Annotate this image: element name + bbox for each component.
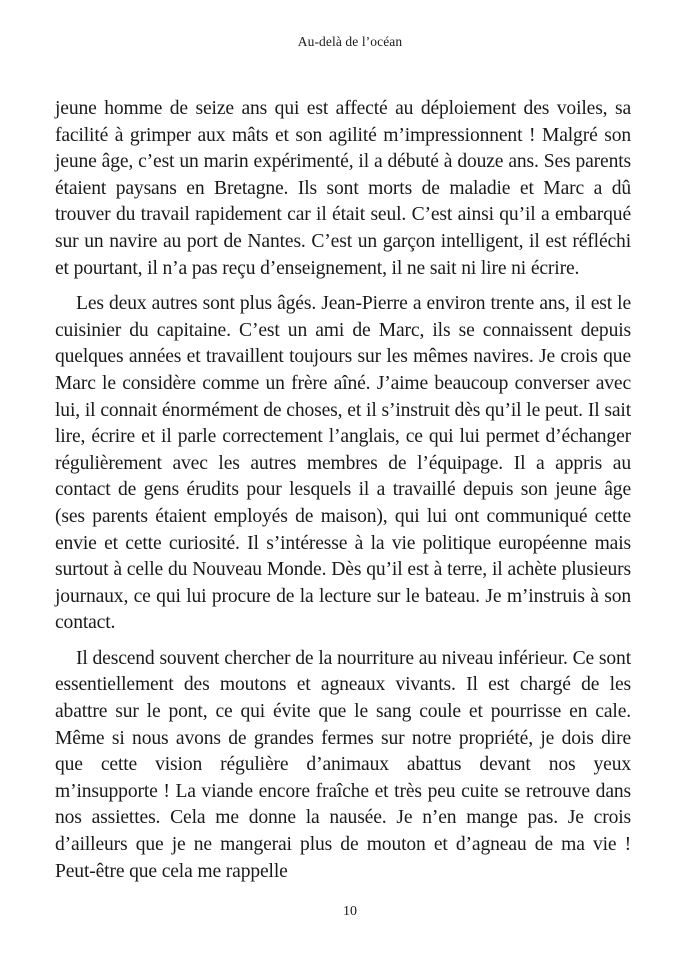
page-number: 10 [343, 904, 357, 919]
body-text [55, 96, 631, 894]
paragraph-1: jeune homme de seize ans qui est affecté au déploiement des voiles, sa facilité à grimper aux mâts et son agilité m’impressionnent ! Malgré son jeune âge, c’est un marin expérimenté, il a débuté à douze ans. Ses parents étaient paysans en Bretagne. Ils sont morts de maladie et Marc a dû trouver du travail rapidement car il était seul. C’est ainsi qu’il a embarqué sur un navire au port de Nantes. C’est un garçon intelligent, il est réfléchi et pourtant, il n’a pas reçu d’enseignement, il ne sait ni lire ni écrire. [55, 98, 631, 279]
paragraph-3: Il descend souvent chercher de la nourriture au niveau inférieur. Ce sont essentiellement des moutons et agneaux vivants. Il est chargé de les abattre sur le pont, ce qui évite que le sang coule et pourrisse en cale. Même si nous avons de grandes fermes sur notre propriété, je dois dire que cette vision régulière d’animaux abattus devant nos yeux m’insupporte ! La viande encore fraîche et très peu cuite se retrouve dans nos assiettes. Cela me donne la nausée. Je n’en mange pas. Je crois d’ailleurs que je ne mangerai plus de mouton et d’agneau de ma vie ! Peut-être que cela me rappelle [55, 647, 631, 882]
paragraph-2: Les deux autres sont plus âgés. Jean-Pierre a environ trente ans, il est le cuisinier du capitaine. C’est un ami de Marc, ils se connaissent depuis quelques années et travaillent toujours sur les mêmes navires. Je crois que Marc le considère comme un frère aîné. J’aime beaucoup converser avec lui, il connait énormément de choses, et il s’instruit dès qu’il le peut. Il sait lire, écrire et il parle correctement l’anglais, ce qui lui permet d’échanger régulièrement avec les autres membres de l’équipage. Il a appris au contact de gens érudits pour lesquels il a travaillé depuis son jeune âge (ses parents étaient employés de maison), qui lui ont communiqué cette envie et cette curiosité. Il s’intéresse à la vie politique européenne mais surtout à celle du Nouveau Monde. Dès qu’il est à terre, il achète plusieurs journaux, ce qui lui procure de la lecture sur le bateau. Je m’instruis à son contact. [55, 293, 631, 634]
running-header-title: Au-delà de l’océan [297, 34, 403, 49]
